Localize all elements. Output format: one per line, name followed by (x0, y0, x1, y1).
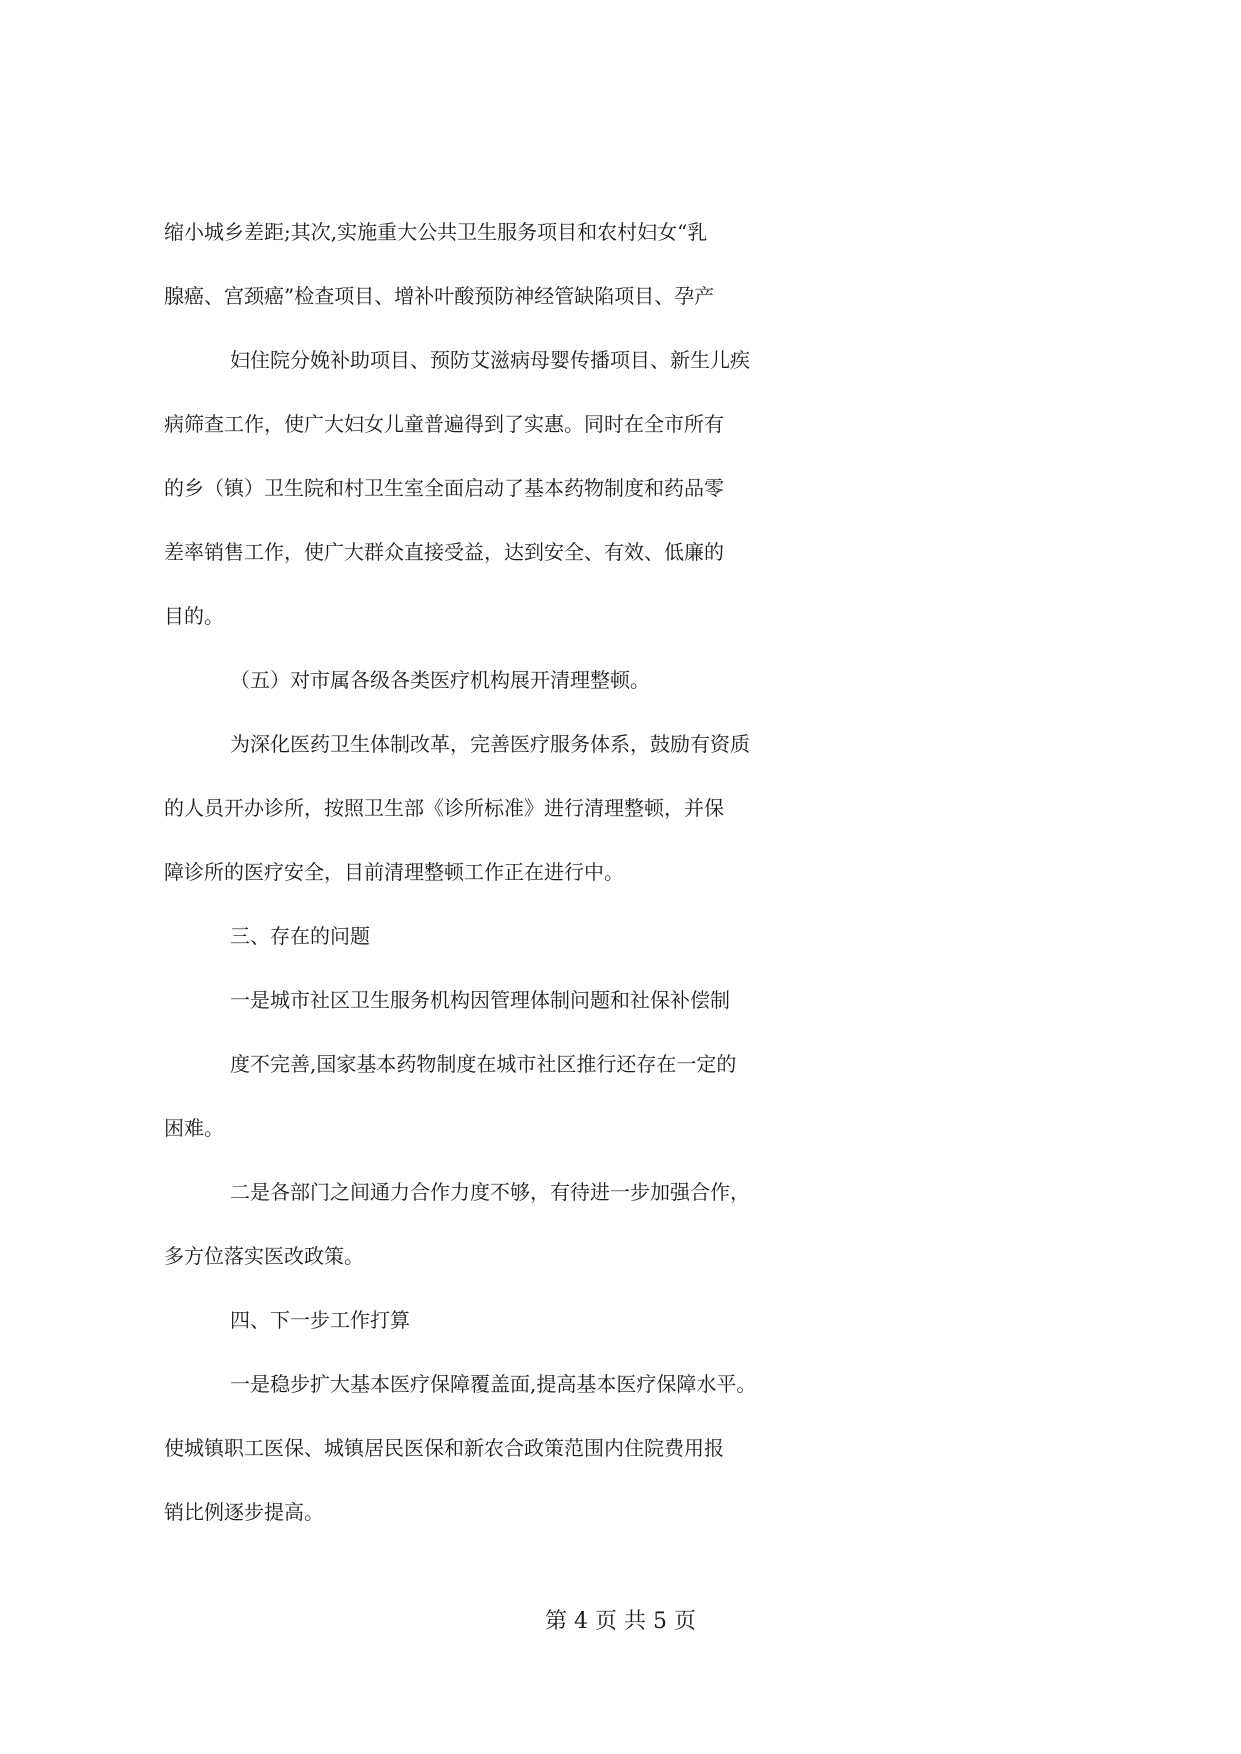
text-line-2: 腺癌、宫颈癌”检查项目、增补叶酸预防神经管缺陷项目、孕产 (164, 284, 715, 308)
text-line-17: 多方位落实医改政策。 (164, 1244, 364, 1268)
text-line-13: 一是城市社区卫生服务机构因管理体制问题和社保补偿制 (230, 988, 730, 1012)
text-line-9: 为深化医药卫生体制改革，完善医疗服务体系，鼓励有资质 (230, 732, 750, 756)
text-line-16: 二是各部门之间通力合作力度不够，有待进一步加强合作， (230, 1180, 750, 1204)
text-line-6: 差率销售工作，使广大群众直接受益，达到安全、有效、低廉的 (164, 540, 724, 564)
text-line-5: 的乡（镇）卫生院和村卫生室全面启动了基本药物制度和药品零 (164, 476, 724, 500)
page-number-footer: 第 4 页 共 5 页 (545, 1609, 696, 1634)
section-heading-3: 三、存在的问题 (230, 924, 370, 948)
text-line-4: 病筛查工作，使广大妇女儿童普遍得到了实惠。同时在全市所有 (164, 412, 724, 436)
text-line-20: 使城镇职工医保、城镇居民医保和新农合政策范围内住院费用报 (164, 1436, 724, 1460)
text-line-1: 缩小城乡差距;其次,实施重大公共卫生服务项目和农村妇女“乳 (164, 220, 708, 244)
section-heading-4: 四、下一步工作打算 (230, 1308, 410, 1332)
text-line-3: 妇住院分娩补助项目、预防艾滋病母婴传播项目、新生儿疾 (230, 348, 750, 372)
text-line-21: 销比例逐步提高。 (164, 1500, 324, 1524)
text-line-11: 障诊所的医疗安全，目前清理整顿工作正在进行中。 (164, 860, 624, 884)
text-line-7: 目的。 (164, 604, 224, 628)
text-line-15: 困难。 (164, 1116, 224, 1140)
text-line-10: 的人员开办诊所，按照卫生部《诊所标准》进行清理整顿，并保 (164, 796, 724, 820)
text-line-14: 度不完善,国家基本药物制度在城市社区推行还存在一定的 (230, 1052, 737, 1076)
section-heading-5: （五）对市属各级各类医疗机构展开清理整顿。 (230, 668, 650, 692)
text-line-19: 一是稳步扩大基本医疗保障覆盖面,提高基本医疗保障水平。 (230, 1372, 757, 1396)
